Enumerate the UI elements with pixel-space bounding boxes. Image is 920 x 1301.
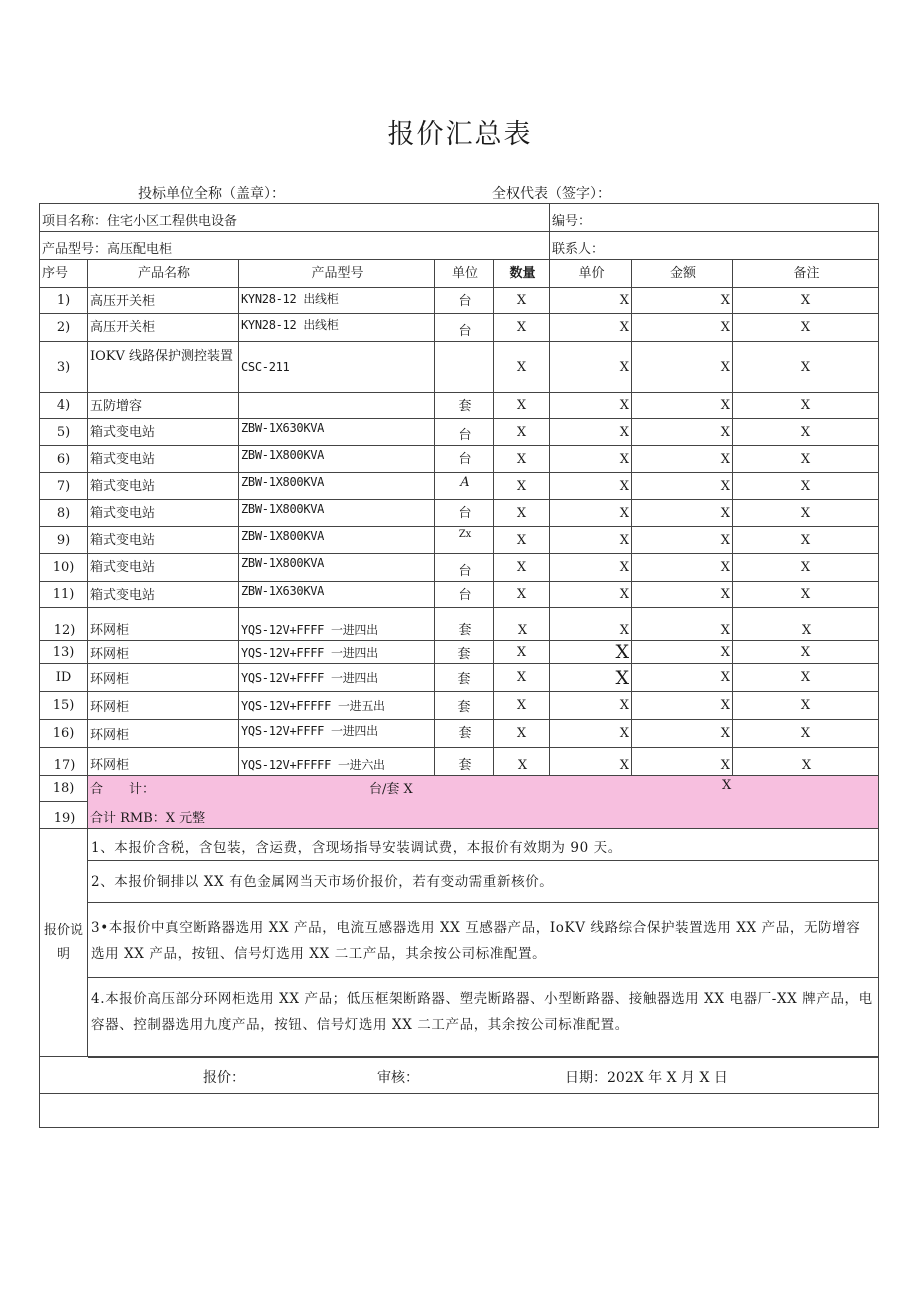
notes-section bbox=[40, 829, 879, 1058]
product-model: 产品型号：高压配电柜 bbox=[39, 231, 550, 260]
row-unit: 套 bbox=[434, 607, 494, 641]
row-remark: X bbox=[732, 553, 879, 582]
row-seq: 11) bbox=[39, 581, 88, 608]
row-price: X bbox=[549, 445, 632, 473]
row-qty: X bbox=[493, 287, 550, 314]
col-amount: 金额 bbox=[631, 259, 733, 288]
row-model: ZBW-1X630KVA bbox=[238, 418, 435, 446]
row-seq: ID bbox=[39, 663, 88, 692]
table-row bbox=[40, 393, 879, 420]
row-qty: X bbox=[493, 313, 550, 342]
row-amount: X bbox=[631, 719, 733, 748]
table-row bbox=[40, 641, 879, 665]
row-name: 箱式变电站 bbox=[87, 553, 239, 582]
row-name: 环网柜 bbox=[87, 607, 239, 641]
row-remark: X bbox=[732, 663, 879, 692]
rmb-row bbox=[40, 802, 879, 830]
row-amount: X bbox=[631, 553, 733, 582]
row-amount: X bbox=[631, 418, 733, 446]
row-name: 箱式变电站 bbox=[87, 418, 239, 446]
row-qty: X bbox=[493, 747, 550, 776]
row-name: 环网柜 bbox=[87, 663, 239, 692]
notes-body bbox=[88, 829, 880, 1058]
row-name: 高压开关柜 bbox=[87, 313, 239, 342]
note-item: 1、本报价含税，含包装，含运费，含现场指导安装调试费，本报价有效期为 90 天。 bbox=[88, 829, 879, 861]
row-name: 环网柜 bbox=[87, 640, 239, 664]
row-unit: 台 bbox=[434, 581, 494, 608]
row-name: 环网柜 bbox=[87, 691, 239, 720]
table-row bbox=[40, 554, 879, 583]
col-price: 单价 bbox=[549, 259, 632, 288]
row-price: X bbox=[549, 691, 632, 720]
row-price: X bbox=[549, 607, 632, 641]
table-row bbox=[40, 527, 879, 555]
row-remark: X bbox=[732, 472, 879, 500]
row-model: YQS-12V+FFFFF 一进六出 bbox=[238, 747, 435, 776]
quote-label: 报价： bbox=[203, 1070, 245, 1086]
row-remark: X bbox=[732, 581, 879, 608]
table-row bbox=[40, 608, 879, 642]
row-unit: 套 bbox=[434, 747, 494, 776]
row-amount: X bbox=[631, 663, 733, 692]
row-amount: X bbox=[631, 287, 733, 314]
row-remark: X bbox=[732, 392, 879, 419]
row-seq: 9) bbox=[39, 526, 88, 554]
row-name: 环网柜 bbox=[87, 747, 239, 776]
row-unit: 台 bbox=[434, 499, 494, 527]
row-unit: 台 bbox=[434, 445, 494, 473]
row-unit: 台 bbox=[434, 287, 494, 314]
row-model: YQS-12V+FFFF 一进四出 bbox=[238, 719, 435, 748]
row-remark: X bbox=[732, 526, 879, 554]
row-remark: X bbox=[732, 747, 879, 776]
row-unit: 套 bbox=[434, 392, 494, 419]
row-model: CSC-211 bbox=[238, 341, 435, 393]
row-model: ZBW-1X800KVA bbox=[238, 553, 435, 582]
table-row bbox=[40, 692, 879, 721]
row-qty: X bbox=[493, 472, 550, 500]
row-amount: X bbox=[631, 445, 733, 473]
row-amount: X bbox=[631, 499, 733, 527]
representative-label: 全权代表（签字）： bbox=[492, 186, 611, 202]
row-amount: X bbox=[631, 313, 733, 342]
row-remark: X bbox=[732, 691, 879, 720]
table-row bbox=[40, 419, 879, 447]
rmb-total: 合计 RMB：X 元整 bbox=[87, 801, 879, 829]
row-qty: X bbox=[493, 418, 550, 446]
row-model: ZBW-1X630KVA bbox=[238, 581, 435, 608]
bidder-label: 投标单位全称（盖章）： bbox=[138, 186, 285, 202]
notes-label: 报价说明 bbox=[39, 828, 88, 1057]
row-seq: 13) bbox=[39, 640, 88, 664]
row-model: ZBW-1X800KVA bbox=[238, 499, 435, 527]
date-label: 日期：202X 年 X 月 X 日 bbox=[565, 1070, 728, 1086]
row-unit: 套 bbox=[434, 691, 494, 720]
total-unit-qty: 台/套 X bbox=[369, 782, 413, 797]
signature-footer bbox=[40, 1057, 879, 1095]
row-seq: 4) bbox=[39, 392, 88, 419]
col-seq: 序号 bbox=[39, 259, 88, 288]
row-name: 环网柜 bbox=[87, 719, 239, 748]
row-price: X bbox=[549, 553, 632, 582]
row-model: YQS-12V+FFFF 一进四出 bbox=[238, 640, 435, 664]
row-qty: X bbox=[493, 341, 550, 393]
row-seq: 8) bbox=[39, 499, 88, 527]
row-qty: X bbox=[493, 640, 550, 664]
row-seq: 16) bbox=[39, 719, 88, 748]
row-qty: X bbox=[493, 553, 550, 582]
table-row bbox=[40, 582, 879, 609]
product-model-row bbox=[40, 232, 879, 261]
row-qty: X bbox=[493, 581, 550, 608]
row-amount: X bbox=[631, 472, 733, 500]
total-seq: 18) bbox=[39, 775, 88, 802]
row-price: X bbox=[549, 313, 632, 342]
table-row bbox=[40, 314, 879, 343]
row-name: 箱式变电站 bbox=[87, 526, 239, 554]
row-unit: 台 bbox=[434, 418, 494, 446]
col-name: 产品名称 bbox=[87, 259, 239, 288]
row-qty: X bbox=[493, 663, 550, 692]
row-model: KYN28-12 出线柜 bbox=[238, 287, 435, 314]
row-amount: X bbox=[631, 341, 733, 393]
row-qty: X bbox=[493, 691, 550, 720]
row-seq: 3) bbox=[39, 341, 88, 393]
contact-label: 联系人： bbox=[549, 231, 879, 260]
row-price: X bbox=[549, 747, 632, 776]
row-price: X bbox=[549, 663, 632, 692]
row-price: X bbox=[549, 526, 632, 554]
row-amount: X bbox=[631, 691, 733, 720]
row-remark: X bbox=[732, 719, 879, 748]
project-row bbox=[40, 204, 879, 233]
row-remark: X bbox=[732, 418, 879, 446]
row-price: X bbox=[549, 287, 632, 314]
total-amount: X bbox=[722, 778, 732, 793]
col-qty: 数量 bbox=[493, 259, 550, 288]
row-seq: 10) bbox=[39, 553, 88, 582]
row-model: YQS-12V+FFFF 一进四出 bbox=[238, 607, 435, 641]
row-unit: A bbox=[434, 472, 494, 500]
row-model: ZBW-1X800KVA bbox=[238, 472, 435, 500]
total-label: 合 计： bbox=[90, 782, 156, 797]
note-item: 2、本报价铜排以 XX 有色金属网当天市场价报价，若有变动需重新核价。 bbox=[88, 860, 879, 903]
row-amount: X bbox=[631, 392, 733, 419]
row-price: X bbox=[549, 341, 632, 393]
row-remark: X bbox=[732, 287, 879, 314]
row-unit: Zx bbox=[434, 526, 494, 554]
row-name: IOKV 线路保护测控装置 bbox=[87, 341, 239, 393]
row-unit: 套 bbox=[434, 719, 494, 748]
row-remark: X bbox=[732, 499, 879, 527]
row-seq: 1) bbox=[39, 287, 88, 314]
row-model: YQS-12V+FFFFF 一进五出 bbox=[238, 691, 435, 720]
row-model: KYN28-12 出线柜 bbox=[238, 313, 435, 342]
row-price: X bbox=[549, 581, 632, 608]
row-seq: 7) bbox=[39, 472, 88, 500]
total-row bbox=[40, 776, 879, 803]
row-amount: X bbox=[631, 747, 733, 776]
row-unit: 台 bbox=[434, 313, 494, 342]
row-unit: 套 bbox=[434, 663, 494, 692]
row-qty: X bbox=[493, 499, 550, 527]
row-model bbox=[238, 392, 435, 419]
table-row bbox=[40, 473, 879, 501]
row-seq: 15) bbox=[39, 691, 88, 720]
row-model: ZBW-1X800KVA bbox=[238, 445, 435, 473]
row-price: X bbox=[549, 392, 632, 419]
row-qty: X bbox=[493, 445, 550, 473]
row-seq: 17) bbox=[39, 747, 88, 776]
row-amount: X bbox=[631, 581, 733, 608]
row-name: 五防增容 bbox=[87, 392, 239, 419]
page-title: 报价汇总表 bbox=[387, 119, 533, 150]
row-amount: X bbox=[631, 607, 733, 641]
row-name: 箱式变电站 bbox=[87, 472, 239, 500]
table-row bbox=[40, 446, 879, 474]
row-model: YQS-12V+FFFF 一进四出 bbox=[238, 663, 435, 692]
footer-cell bbox=[39, 1056, 879, 1094]
row-seq: 6) bbox=[39, 445, 88, 473]
row-model: ZBW-1X800KVA bbox=[238, 526, 435, 554]
row-remark: X bbox=[732, 607, 879, 641]
note-item: 4.本报价高压部分环网柜选用 XX 产品；低压框架断路器、塑壳断路器、小型断路器、接触器选用 XX 电器厂-XX 牌产品，电容器、控制器选用九度产品，按钮、信号灯选用 XX 二工产品，其余按公司标准配置。 bbox=[88, 977, 879, 1058]
row-seq: 12) bbox=[39, 607, 88, 641]
row-price: X bbox=[549, 719, 632, 748]
table-row bbox=[40, 664, 879, 693]
serial-label: 编号： bbox=[549, 203, 879, 232]
row-qty: X bbox=[493, 526, 550, 554]
row-remark: X bbox=[732, 313, 879, 342]
row-seq: 2) bbox=[39, 313, 88, 342]
row-name: 箱式变电站 bbox=[87, 499, 239, 527]
col-unit: 单位 bbox=[434, 259, 494, 288]
total-band bbox=[87, 775, 879, 802]
row-remark: X bbox=[732, 341, 879, 393]
row-qty: X bbox=[493, 392, 550, 419]
row-qty: X bbox=[493, 607, 550, 641]
row-unit bbox=[434, 341, 494, 393]
row-price: X bbox=[549, 499, 632, 527]
row-name: 高压开关柜 bbox=[87, 287, 239, 314]
row-name: 箱式变电站 bbox=[87, 445, 239, 473]
table-row bbox=[40, 748, 879, 777]
review-label: 审核： bbox=[377, 1070, 419, 1086]
row-remark: X bbox=[732, 445, 879, 473]
row-unit: 台 bbox=[434, 553, 494, 582]
table-row bbox=[40, 500, 879, 528]
table-row bbox=[40, 720, 879, 749]
table-row bbox=[40, 288, 879, 315]
row-price: X bbox=[549, 418, 632, 446]
col-model: 产品型号 bbox=[238, 259, 435, 288]
rmb-seq: 19) bbox=[39, 801, 88, 829]
blank-cell bbox=[39, 1093, 879, 1128]
row-name: 箱式变电站 bbox=[87, 581, 239, 608]
note-item: 3•本报价中真空断路器选用 XX 产品，电流互感器选用 XX 互感器产品，IoKV 线路综合保护装置选用 XX 产品，无防增容选用 XX 产品，按钮、信号灯选用 XX 二工产品，其余按公司标准配置。 bbox=[88, 902, 879, 978]
row-amount: X bbox=[631, 526, 733, 554]
col-remark: 备注 bbox=[732, 259, 879, 288]
column-header-row bbox=[40, 260, 879, 289]
project-name: 项目名称：住宅小区工程供电设备 bbox=[39, 203, 550, 232]
blank-row bbox=[40, 1094, 879, 1129]
row-seq: 5) bbox=[39, 418, 88, 446]
row-remark: X bbox=[732, 640, 879, 664]
row-unit: 套 bbox=[434, 640, 494, 664]
row-qty: X bbox=[493, 719, 550, 748]
row-amount: X bbox=[631, 640, 733, 664]
table-row bbox=[40, 342, 879, 394]
row-price: X bbox=[549, 640, 632, 664]
row-price: X bbox=[549, 472, 632, 500]
